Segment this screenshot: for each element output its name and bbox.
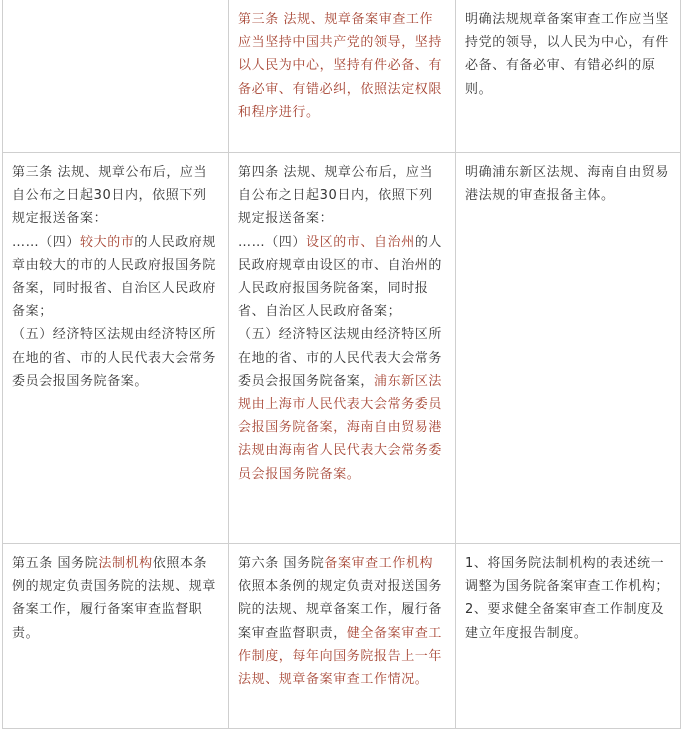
highlighted-text: 法制机构 <box>98 556 153 571</box>
comparison-table <box>2 0 681 729</box>
cell-paragraph <box>12 231 219 324</box>
body-text: 的人民政府规章由设区的市、自治州的人民政府报国务院备案，同时报省、自治区人民政府备案； <box>238 234 443 320</box>
body-text: 第四条 法规、规章公布后，应当自公布之日起30日内，依照下列规定报送备案： <box>238 165 434 227</box>
table-row <box>3 153 681 544</box>
table-row <box>3 0 681 153</box>
body-text: 第五条 国务院 <box>12 556 99 571</box>
highlighted-text: 健全备案审查工作制度，每年向国务院报告上一年法规、规章备案审查工作情况。 <box>238 625 443 688</box>
body-text: 明确浦东新区法规、海南自由贸易港法规的审查报备主体。 <box>465 165 670 204</box>
highlighted-text: 浦东新区法规由上海市人民代表大会常务委员会报国务院备案，海南自由贸易港法规由海南省人民代表大会常务委员会报国务院备案。 <box>238 373 443 482</box>
new-text-cell <box>229 544 456 729</box>
cell-paragraph <box>12 552 219 645</box>
new-text-cell <box>229 0 456 153</box>
cell-paragraph <box>465 598 671 644</box>
highlighted-text: 备案审查工作机构 <box>324 556 434 571</box>
highlighted-text: 设区的市、自治州 <box>306 234 415 250</box>
body-text: 依照本条例的规定负责对报送国务院的法规、规章备案工作，履行备案审查监督职责， <box>238 579 443 641</box>
body-text: 第三条 法规、规章公布后，应当自公布之日起30日内，依照下列规定报送备案： <box>12 165 208 227</box>
note-cell <box>456 544 681 729</box>
note-cell <box>456 153 681 544</box>
body-text: ……（四） <box>12 234 80 250</box>
cell-paragraph <box>465 161 671 207</box>
body-text: 第六条 国务院 <box>238 556 325 571</box>
cell-paragraph <box>12 161 219 231</box>
cell-paragraph <box>465 8 671 101</box>
new-text-cell <box>229 153 456 544</box>
highlighted-text: 第三条 法规、规章备案审查工作应当坚持中国共产党的领导，坚持以人民为中心，坚持有件必备、有备必审、有错必纠，依照法定权限和程序进行。 <box>238 12 443 120</box>
body-text: ……（四） <box>238 234 306 250</box>
old-text-cell <box>3 0 229 153</box>
cell-paragraph <box>238 161 446 231</box>
highlighted-text: 较大的市 <box>80 234 135 250</box>
table-row <box>3 544 681 729</box>
cell-paragraph <box>465 552 671 598</box>
body-text: （五）经济特区法规由经济特区所在地的省、市的人民代表大会常务委员会报国务院备案， <box>238 327 443 389</box>
body-text: 1、将国务院法制机构的表述统一调整为国务院备案审查工作机构； <box>465 556 670 595</box>
cell-paragraph <box>12 323 219 393</box>
old-text-cell <box>3 544 229 729</box>
body-text: 的人民政府规章由较大的市的人民政府报国务院备案，同时报省、自治区人民政府备案； <box>12 234 217 320</box>
cell-paragraph <box>238 231 446 324</box>
body-text: 明确法规规章备案审查工作应当坚持党的领导，以人民为中心，有件必备、有备必审、有错必纠的原则。 <box>465 12 670 97</box>
cell-paragraph <box>238 323 446 485</box>
cell-paragraph <box>238 8 446 124</box>
note-cell <box>456 0 681 153</box>
body-text: 依照本条例的规定负责国务院的法规、规章备案工作，履行备案审查监督职责。 <box>12 556 217 641</box>
cell-paragraph <box>238 552 446 691</box>
body-text: （五）经济特区法规由经济特区所在地的省、市的人民代表大会常务委员会报国务院备案。 <box>12 327 217 389</box>
old-text-cell <box>3 153 229 544</box>
body-text: 2、要求健全备案审查工作制度及建立年度报告制度。 <box>465 602 665 641</box>
